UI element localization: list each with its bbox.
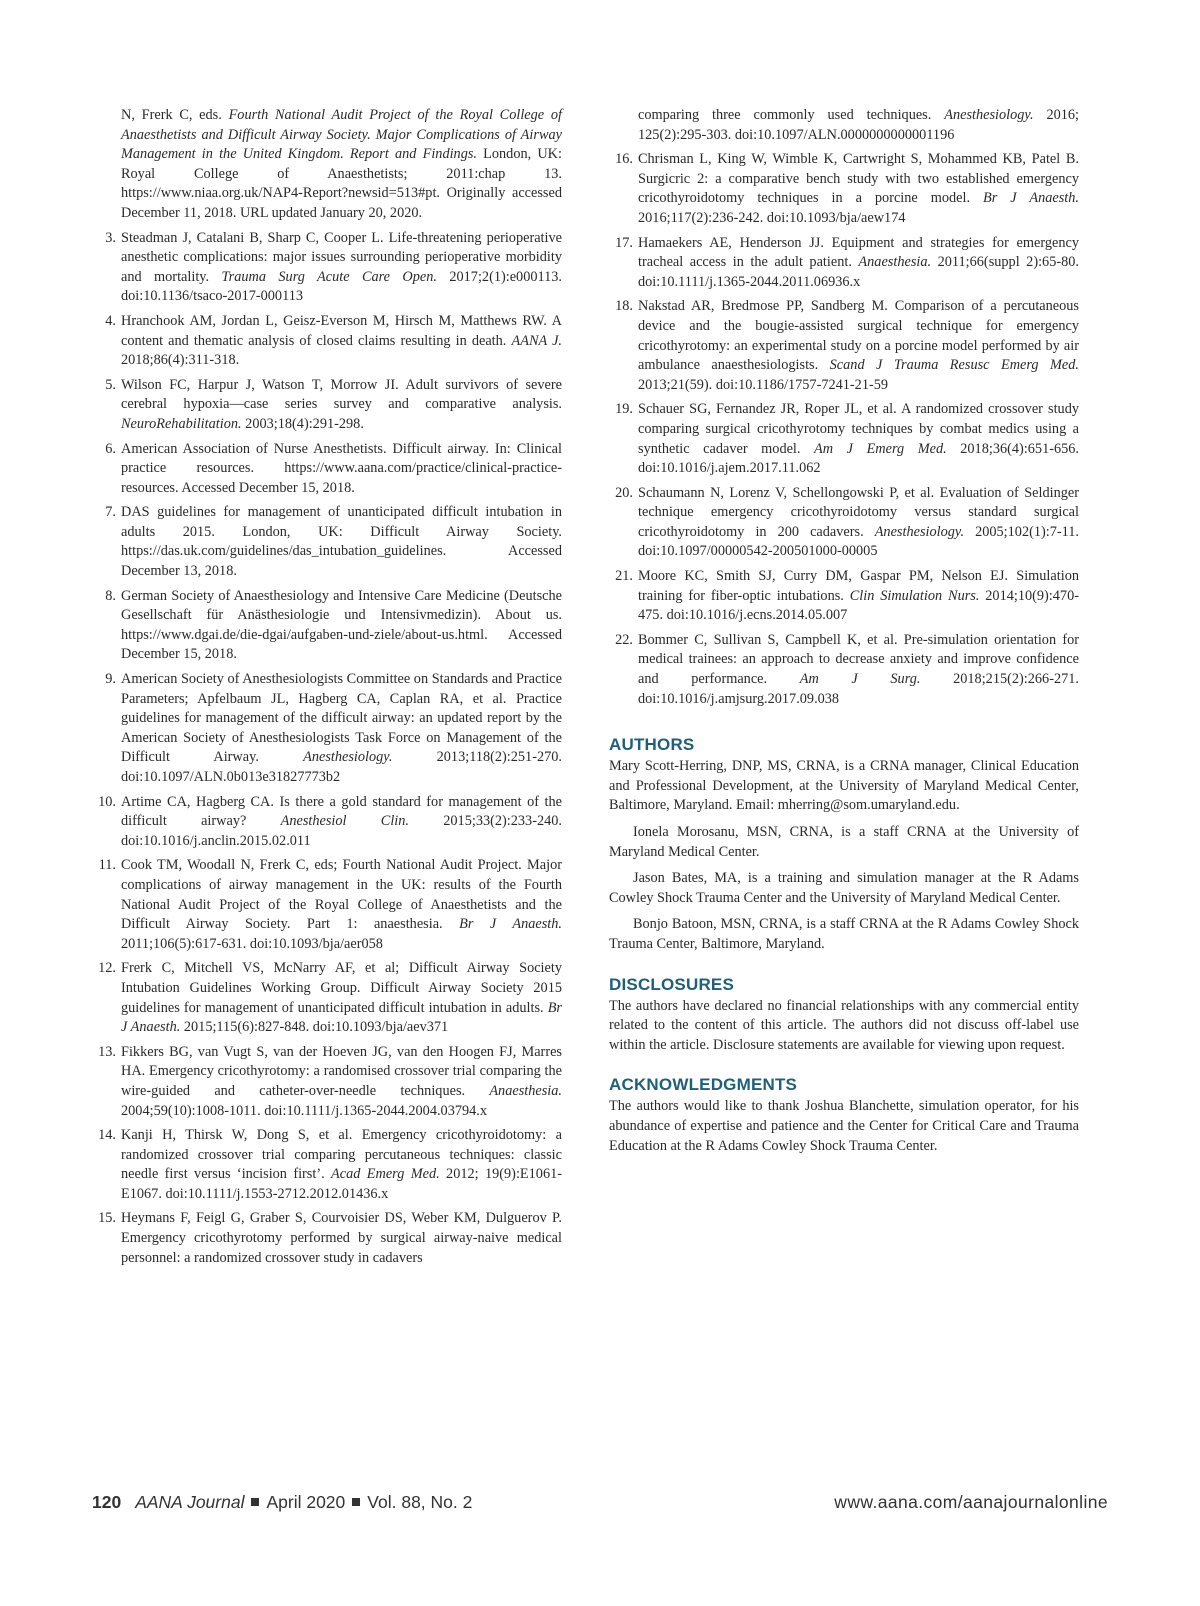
reference-item	[92, 229, 562, 307]
reference-source: Anesthesiology.	[944, 107, 1034, 123]
reference-source: Am J Emerg Med.	[814, 440, 947, 457]
authors-section	[609, 735, 1079, 954]
reference-citation: 2013;118(2):251-270. doi:10.1097/ALN.0b013e31827773b2	[121, 749, 562, 785]
reference-item	[609, 234, 1079, 293]
reference-text: German Society of Anaesthesiology and Intensive Care Medicine (Deutsche Gesellschaft für Anästhesiologie und Intensivmedizin). About us. https://www.dgai.de/die-dgai/aufgaben-und-ziele/about-us.html. Accessed December 15, 2018.	[121, 587, 562, 663]
reference-item	[92, 106, 562, 224]
reference-number: 7.	[105, 504, 116, 521]
reference-source: Br J Anaesth.	[983, 190, 1079, 207]
reference-citation: 2015;115(6):827-848. doi:10.1093/bja/aev371	[180, 1019, 449, 1036]
reference-citation: 2016;117(2):236-242. doi:10.1093/bja/aew174	[638, 209, 906, 226]
reference-citation: 2003;18(4):291-298.	[241, 415, 364, 432]
reference-item	[92, 376, 562, 435]
reference-list-right	[609, 106, 1079, 709]
journal-url[interactable]: www.aana.com/aanajournalonline	[834, 1492, 1108, 1512]
reference-text: American Society of Anesthesiologists Committee on Standards and Practice Parameters; Apfelbaum JL, Hagberg CA, Caplan RA, et al. Practice guidelines for management of the difficult airway: an updated report by the American Society of Anesthesiologists Task Force on Management of the Difficult Airway.	[121, 671, 562, 766]
reference-number: 3.	[105, 229, 116, 246]
reference-list-left	[92, 106, 562, 1268]
reference-text: comparing three commonly used techniques.	[638, 107, 945, 123]
page-number: 120	[92, 1492, 122, 1512]
disclosures-text: The authors have declared no financial relationships with any commercial entity related to the content of this article. The authors did not discuss off-label use within the article. Disclosure statements are available for viewing upon request.	[609, 997, 1079, 1053]
reference-number: 21.	[615, 568, 633, 585]
reference-text: Hamaekers AE, Henderson JJ. Equipment and strategies for emergency tracheal access in the adult patient.	[638, 234, 1079, 271]
page-footer	[92, 1492, 1108, 1518]
reference-source: Anaesthesia.	[858, 254, 932, 271]
reference-source: Trauma Surg Acute Care Open.	[221, 268, 437, 285]
reference-citation: 2014;10(9):470-475. doi:10.1016/j.ecns.2014.05.007	[638, 587, 1079, 624]
reference-text: N, Frerk C, eds.	[121, 107, 229, 123]
reference-item	[92, 959, 562, 1037]
reference-citation: 2017;2(1):e000113. doi:10.1136/tsaco-2017-000113	[121, 268, 562, 305]
reference-text: Cook TM, Woodall N, Frerk C, eds; Fourth National Audit Project. Major complications of airway management in the UK: results of the Fourth National Audit Project of the Royal College of Anaesthetists and the Difficult Airway Society. Part 1: anaesthesia.	[121, 857, 562, 933]
reference-text: Hranchook AM, Jordan L, Geisz-Everson M, Hirsch M, Matthews RW. A content and thematic analysis of closed claims resulting in death.	[121, 312, 562, 349]
reference-citation: 2011;106(5):617-631. doi:10.1093/bja/aer058	[121, 935, 383, 952]
reference-citation: London, UK: Royal College of Anaesthetists; 2011:chap 13. https://www.niaa.org.uk/NAP4-Report?newsid=513#pt. Originally accessed December 11, 2018. URL updated January 20, 2020.	[121, 146, 562, 221]
acknowledgments-text: The authors would like to thank Joshua Blanchette, simulation operator, for his abundance of expertise and patience and the Center for Critical Care and Trauma Education at the R Adams Cowley Shock Trauma Center.	[609, 1098, 1079, 1154]
reference-number: 8.	[105, 587, 116, 604]
reference-number: 5.	[105, 376, 116, 393]
reference-text: Chrisman L, King W, Wimble K, Cartwright S, Mohammed KB, Patel B. Surgicric 2: a comparative bench study with two established emergency cricothyroidotomy techniques in a porcine model.	[638, 151, 1079, 207]
square-bullet-icon	[352, 1498, 360, 1506]
reference-text: Wilson FC, Harpur J, Watson T, Morrow JI. Adult survivors of severe cerebral hypoxia—case series survey and comparative analysis.	[121, 376, 562, 413]
reference-text: Kanji H, Thirsk W, Dong S, et al. Emergency cricothyroidotomy: a randomized crossover trial comparing percutaneous techniques: classic needle first versus ‘incision first’.	[121, 1127, 562, 1183]
reference-text: Bommer C, Sullivan S, Campbell K, et al. Pre-simulation orientation for medical trainees: an approach to decrease anxiety and improve confidence and performance.	[638, 631, 1079, 688]
reference-citation: 2018;36(4):651-656. doi:10.1016/j.ajem.2017.11.062	[638, 440, 1079, 477]
reference-source: NeuroRehabilitation.	[121, 415, 242, 432]
author-bio: Ionela Morosanu, MSN, CRNA, is a staff CRNA at the University of Maryland Medical Center.	[609, 824, 1079, 860]
reference-citation: 2004;59(10):1008-1011. doi:10.1111/j.1365-2044.2004.03794.x	[121, 1102, 488, 1119]
reference-source: AANA J.	[511, 332, 562, 349]
reference-citation: 2012; 19(9):E1061-E1067. doi:10.1111/j.1553-2712.2012.01436.x	[121, 1166, 563, 1202]
author-bio: Mary Scott-Herring, DNP, MS, CRNA, is a CRNA manager, Clinical Education and Professional Development, at the University of Maryland Medical Center, Baltimore, Maryland. Email: mherring@som.umaryland.edu.	[609, 758, 1079, 814]
reference-number: 14.	[98, 1127, 116, 1144]
reference-text: Artime CA, Hagberg CA. Is there a gold standard for management of the difficult airway?	[121, 793, 562, 830]
reference-item	[609, 400, 1079, 478]
reference-number: 20.	[615, 484, 633, 501]
right-column	[609, 106, 1079, 1163]
reference-text: Moore KC, Smith SJ, Curry DM, Gaspar PM, Nelson EJ. Simulation training for fiber-optic intubations.	[638, 568, 1079, 604]
reference-citation: 2011;66(suppl 2):65-80. doi:10.1111/j.1365-2044.2011.06936.x	[638, 254, 1079, 290]
reference-item	[92, 670, 562, 788]
reference-text: Heymans F, Feigl G, Graber S, Courvoisier DS, Weber KM, Dulguerov P. Emergency cricothyrotomy performed by surgical airway-naive medical personnel: a randomized crossover study in cadavers	[121, 1210, 562, 1266]
journal-name: AANA Journal	[135, 1492, 245, 1512]
reference-text: Schaumann N, Lorenz V, Schellongowski P, et al. Evaluation of Seldinger technique emergency cricothyroidotomy versus standard surgical cricothyroidotomy in 200 cadavers.	[638, 484, 1079, 540]
square-bullet-icon	[251, 1498, 259, 1506]
reference-source: Acad Emerg Med.	[331, 1166, 440, 1183]
reference-source: Scand J Trauma Resusc Emerg Med.	[829, 357, 1079, 374]
reference-number: 15.	[98, 1210, 116, 1227]
reference-text: Schauer SG, Fernandez JR, Roper JL, et al. A randomized crossover study comparing surgical cricothyrotomy techniques by combat medics using a synthetic cadaver model.	[638, 401, 1079, 457]
reference-text: Nakstad AR, Bredmose PP, Sandberg M. Comparison of a percutaneous device and the bougie-assisted surgical technique for emergency cricothyrotomy: an experimental study on a porcine model performed by air ambulance anaesthesiologists.	[638, 298, 1079, 374]
reference-source: Anesthesiology.	[303, 749, 393, 766]
acknowledgments-section	[609, 1075, 1079, 1156]
reference-source: Anaesthesia.	[489, 1082, 562, 1099]
left-column	[92, 106, 562, 1273]
reference-item	[609, 106, 1079, 145]
reference-number: 9.	[105, 671, 116, 688]
reference-number: 4.	[105, 312, 116, 329]
reference-citation: 2013;21(59). doi:10.1186/1757-7241-21-59	[638, 376, 889, 393]
author-bio: Jason Bates, MA, is a training and simulation manager at the R Adams Cowley Shock Trauma Center and the University of Maryland Medical Center.	[609, 870, 1079, 906]
reference-source: Anesthesiol Clin.	[280, 813, 409, 830]
reference-item	[92, 587, 562, 665]
reference-text: Fikkers BG, van Vugt S, van der Hoeven JG, van den Hoogen FJ, Marres HA. Emergency cricothyrotomy: a randomised crossover trial comparing the wire-guided and catheter-over-needle techniques.	[121, 1043, 562, 1099]
reference-text: Frerk C, Mitchell VS, McNarry AF, et al; Difficult Airway Society Intubation Guidelines Working Group. Difficult Airway Society 2015 guidelines for management of unanticipated difficult intubation in adults.	[121, 960, 562, 1016]
reference-item	[92, 503, 562, 581]
reference-item	[92, 856, 562, 954]
reference-source: Fourth National Audit Project of the Royal College of Anaesthetists and Difficult Airway Society. Major Complications of Airway Management in the United Kingdom. Report and Findings.	[121, 107, 562, 163]
reference-item	[92, 1209, 562, 1268]
reference-source: Br J Anaesth.	[121, 999, 562, 1036]
reference-source: Br J Anaesth.	[459, 916, 563, 933]
reference-item	[92, 793, 562, 852]
reference-number: 22.	[615, 631, 633, 648]
reference-number: 16.	[615, 151, 633, 168]
reference-item	[92, 1126, 562, 1204]
reference-number: 11.	[98, 857, 116, 874]
reference-number: 6.	[105, 440, 116, 457]
reference-source: Anesthesiology.	[874, 523, 965, 540]
reference-citation: 2018;86(4):311-318.	[121, 352, 240, 369]
acknowledgments-heading: ACKNOWLEDGMENTS	[609, 1075, 798, 1095]
reference-number: 18.	[615, 298, 633, 315]
volume-info: Vol. 88, No. 2	[367, 1492, 473, 1512]
reference-number: 10.	[98, 793, 116, 810]
reference-item	[92, 1043, 562, 1121]
reference-text: American Association of Nurse Anesthetists. Difficult airway. In: Clinical practice resources. https://www.aana.com/practice/clinical-practice-resources. Accessed December 15, 2018.	[121, 440, 562, 496]
reference-item	[609, 150, 1079, 228]
reference-number: 17.	[615, 234, 633, 251]
reference-item	[609, 297, 1079, 395]
authors-heading: AUTHORS	[609, 735, 695, 755]
reference-text: DAS guidelines for management of unanticipated difficult intubation in adults 2015. London, UK: Difficult Airway Society. https://das.uk.com/guidelines/das_intubation_guidelines. Accessed December 13, 2018.	[121, 504, 562, 580]
reference-item	[609, 567, 1079, 626]
reference-text: Steadman J, Catalani B, Sharp C, Cooper L. Life-threatening perioperative anesthetic complications: major issues surrounding perioperative morbidity and mortality.	[121, 229, 562, 285]
reference-item	[609, 484, 1079, 562]
reference-item	[609, 631, 1079, 709]
issue-date: April 2020	[266, 1492, 346, 1512]
disclosures-section	[609, 975, 1079, 1056]
reference-number: 13.	[98, 1043, 116, 1060]
reference-source: Clin Simulation Nurs.	[849, 587, 980, 604]
reference-item	[92, 312, 562, 371]
reference-citation: 2018;215(2):266-271. doi:10.1016/j.amjsurg.2017.09.038	[638, 671, 1079, 707]
reference-citation: 2016; 125(2):295-303. doi:10.1097/ALN.0000000000001196	[638, 107, 1080, 143]
reference-citation: 2005;102(1):7-11. doi:10.1097/00000542-200501000-00005	[638, 523, 1079, 560]
disclosures-heading: DISCLOSURES	[609, 974, 734, 994]
reference-source: Am J Surg.	[799, 671, 921, 688]
reference-item	[92, 440, 562, 499]
reference-number: 12.	[98, 960, 116, 977]
reference-citation: 2015;33(2):233-240. doi:10.1016/j.anclin.2015.02.011	[121, 813, 562, 849]
author-bio: Bonjo Batoon, MSN, CRNA, is a staff CRNA at the R Adams Cowley Shock Trauma Center, Baltimore, Maryland.	[609, 916, 1079, 952]
reference-number: 19.	[615, 401, 633, 418]
